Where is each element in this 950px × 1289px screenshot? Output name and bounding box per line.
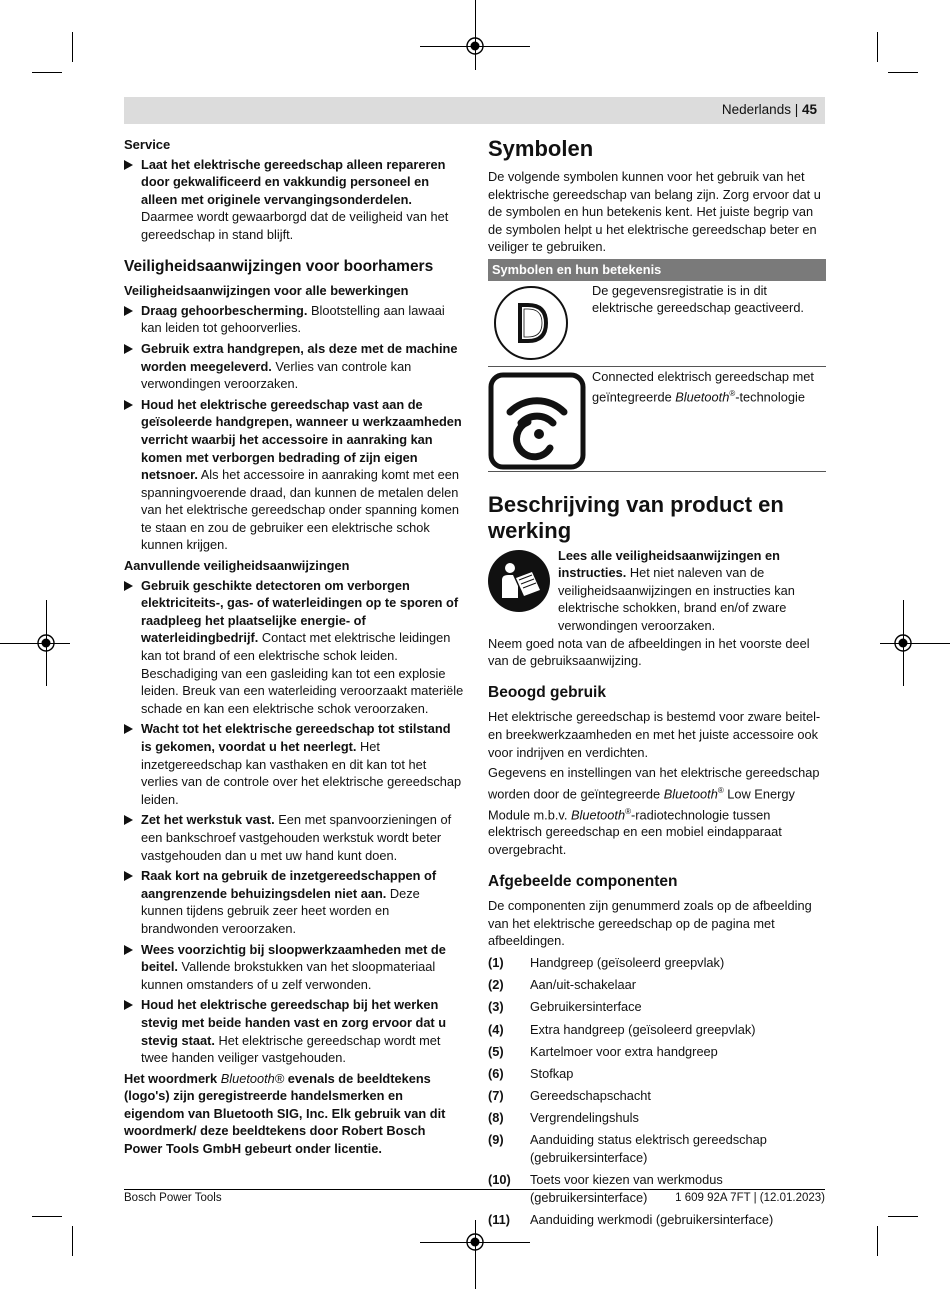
list-item: Raak kort na gebruik de inzetgereedschappen of aangrenzende behuizingsdelen niet aan. Deze kunnen tijdens gebruik zeer heet worden en brandwonden veroorzaken. — [124, 867, 464, 937]
bullet-triangle-icon — [124, 871, 133, 881]
crop-mark — [877, 32, 878, 62]
footer-doc-id: 1 609 92A 7FT | (12.01.2023) — [675, 1192, 825, 1204]
list-item: Laat het elektrische gereedschap alleen repareren door gekwalificeerd en vakkundig personeel en alleen met originele vervangingsonderdelen. Daarmee wordt gewaarborgd dat de veiligheid van het gereedschap in stand blijft. — [124, 156, 464, 244]
symbols-heading: Symbolen — [488, 136, 594, 161]
list-item: Wees voorzichtig bij sloopwerkzaamheden met de beitel. Vallende brokstukken van het sloopmateriaal kunnen omstanders of u zelf verwonden. — [124, 941, 464, 994]
crop-mark — [72, 1226, 73, 1256]
bullet-triangle-icon — [124, 815, 133, 825]
list-item: Zet het werkstuk vast. Een met spanvoorzieningen of een bankschroef vastgehouden werkstuk wordt beter vastgehouden dan u met uw hand kunt doen. — [124, 811, 464, 864]
registration-mark-icon — [892, 632, 914, 654]
intended-use-heading: Beoogd gebruik — [488, 683, 606, 701]
subsection-heading: Veiligheidsaanwijzingen voor alle bewerkingen — [124, 283, 409, 299]
component-item: (5) Kartelmoer voor extra handgreep — [488, 1043, 718, 1059]
intended-use-text: Het elektrische gereedschap is bestemd voor zware beitel- en breekwerkzaamheden en met het juiste accessoire ook voor indrijven en verdichten. — [488, 709, 821, 760]
product-heading: Beschrijving van product en werking — [488, 491, 784, 543]
crop-mark — [72, 32, 73, 62]
symbols-intro: De volgende symbolen kunnen voor het gebruik van het elektrische gereedschap van belang zijn. Zorg ervoor dat u de symbolen en hun betekenis kent. Het juiste begrip van de symbolen helpt u het elektrische gereedschap beter en veiliger te gebruiken. — [488, 169, 821, 255]
component-item: (6) Stofkap — [488, 1065, 574, 1081]
left-column — [124, 136, 464, 1161]
list-item: Gebruik geschikte detectoren om verborgen elektriciteits-, gas- of waterleidingen op te sporen of raadpleeg het plaatselijke energie- of waterleidingbedrijf. Contact met elektrische leidingen kan tot brand of een elektrische schok leiden. Beschadiging van een gasleiding kan tot een explosie leiden. Breuk van een waterleiding veroorzaakt materiële schade en kan een elektrische schok veroorzaken. — [124, 577, 464, 718]
page-number: 45 — [801, 102, 817, 117]
registration-mark-icon — [35, 632, 57, 654]
bullet-triangle-icon — [124, 945, 133, 955]
component-item: (9) Aanduiding status elektrisch gereedschap (gebruikersinterface) — [488, 1132, 767, 1166]
crop-mark — [880, 643, 950, 644]
section-heading: Veiligheidsaanwijzingen voor boorhamers — [124, 257, 434, 275]
registration-mark-icon — [464, 1231, 486, 1253]
bullet-triangle-icon — [124, 160, 133, 170]
list-item: Houd het elektrische gereedschap bij het werken stevig met beide handen vast en zorg ervoor dat u stevig staat. Het elektrische gereedschap wordt met twee handen veiliger vastgehouden. — [124, 996, 464, 1066]
bullet-triangle-icon — [124, 400, 133, 410]
bullet-triangle-icon — [124, 306, 133, 316]
registration-mark-icon — [464, 35, 486, 57]
bullet-triangle-icon — [124, 724, 133, 734]
component-item: (3) Gebruikersinterface — [488, 999, 642, 1015]
footer-brand: Bosch Power Tools — [124, 1192, 222, 1204]
list-item: Houd het elektrische gereedschap vast aan de geïsoleerde handgrepen, wanneer u werkzaamheden verricht waarbij het accessoire in aanraking kan komen met verborgen bedrading of zijn eigen netsnoer. Als het accessoire in aanraking komt met een spanningvoerende draad, dan kunnen de metalen delen van het elektrische gereedschap onder spanning komen te staan en zou de gebruiker een elektrische schok kunnen krijgen. — [124, 396, 464, 554]
bullet-triangle-icon — [124, 581, 133, 591]
page-header: Nederlands | 45 — [124, 97, 825, 124]
list-item: Draag gehoorbescherming. Blootstelling aan lawaai kan leiden tot gehoorverlies. — [124, 302, 464, 337]
component-item: (2) Aan/uit-schakelaar — [488, 977, 636, 993]
list-item: Gebruik extra handgrepen, als deze met de machine worden meegeleverd. Verlies van controle kan verwondingen veroorzaken. — [124, 340, 464, 393]
component-item: (7) Gereedschapschacht — [488, 1088, 651, 1104]
component-item: (10) Toets voor kiezen van werkmodus (gebruikersinterface) — [488, 1172, 723, 1205]
bluetooth-data-text: Gegevens en instellingen van het elektrische gereedschap worden door de geïntegreerde Bluetooth® Low Energy Module m.b.v. Bluetooth®-radiotechnologie tussen elektrisch gereedschap en een mobiel eindapparaat overgebracht. — [488, 765, 820, 857]
crop-mark — [877, 1226, 878, 1256]
service-heading: Service — [124, 137, 171, 152]
crop-mark — [32, 1216, 62, 1217]
crop-mark — [888, 72, 918, 73]
header-language: Nederlands — [721, 102, 791, 117]
figures-note: Neem goed nota van de afbeeldingen in het voorste deel van de gebruiksaanwijzing. — [488, 635, 810, 669]
list-item: Wacht tot het elektrische gereedschap tot stilstand is gekomen, voordat u het neerlegt. Het inzetgereedschap kan vasthaken en dit kan tot het verlies van de controle over het elektrische gereedschap leiden. — [124, 720, 464, 808]
subsection-heading: Aanvullende veiligheidsaanwijzingen — [124, 558, 350, 574]
data-registration-icon — [491, 283, 571, 363]
crop-mark — [888, 1216, 918, 1217]
component-item: (8) Vergrendelingshuls — [488, 1110, 639, 1126]
component-item: (1) Handgreep (geïsoleerd greepvlak) — [488, 954, 725, 970]
symbol-description: De gegevensregistratie is in dit elektrische gereedschap geactiveerd. — [592, 282, 804, 316]
crop-mark — [32, 72, 62, 73]
bullet-triangle-icon — [124, 344, 133, 354]
component-item: (4) Extra handgreep (geïsoleerd greepvlak) — [488, 1021, 756, 1037]
symbol-row — [488, 367, 826, 472]
symbol-row — [488, 281, 826, 367]
footer-divider — [124, 1189, 825, 1190]
components-heading: Afgebeelde componenten — [488, 872, 678, 890]
components-intro: De componenten zijn genummerd zoals op de afbeelding van het elektrische gereedschap op de pagina met afbeeldingen. — [488, 898, 812, 949]
symbols-table-header: Symbolen en hun betekenis — [488, 259, 826, 281]
connected-tool-icon — [488, 372, 586, 470]
component-item: (11) Aanduiding werkmodi (gebruikersinterface) — [488, 1212, 774, 1228]
components-list — [488, 954, 826, 1229]
read-manual-icon — [488, 550, 550, 612]
right-column — [488, 136, 826, 1233]
trademark-notice: Het woordmerk Bluetooth® evenals de beeldtekens (logo's) zijn geregistreerde handelsmerken en eigendom van Bluetooth SIG, Inc. Elk gebruik van dit woordmerk/ deze beeldtekens door Robert Bosch Power Tools GmbH gebeurt onder licentie. — [124, 1070, 446, 1157]
bullet-triangle-icon — [124, 1000, 133, 1010]
read-instructions-warning: Lees alle veiligheidsaanwijzingen en instructies. Het niet naleven van de veiligheidsaanwijzingen en instructies kan elektrische schokken, brand en/of zware verwondingen veroorzaken. — [488, 550, 826, 635]
symbol-description: Connected elektrisch gereedschap met geïntegreerde Bluetooth®-technologie — [592, 368, 814, 405]
